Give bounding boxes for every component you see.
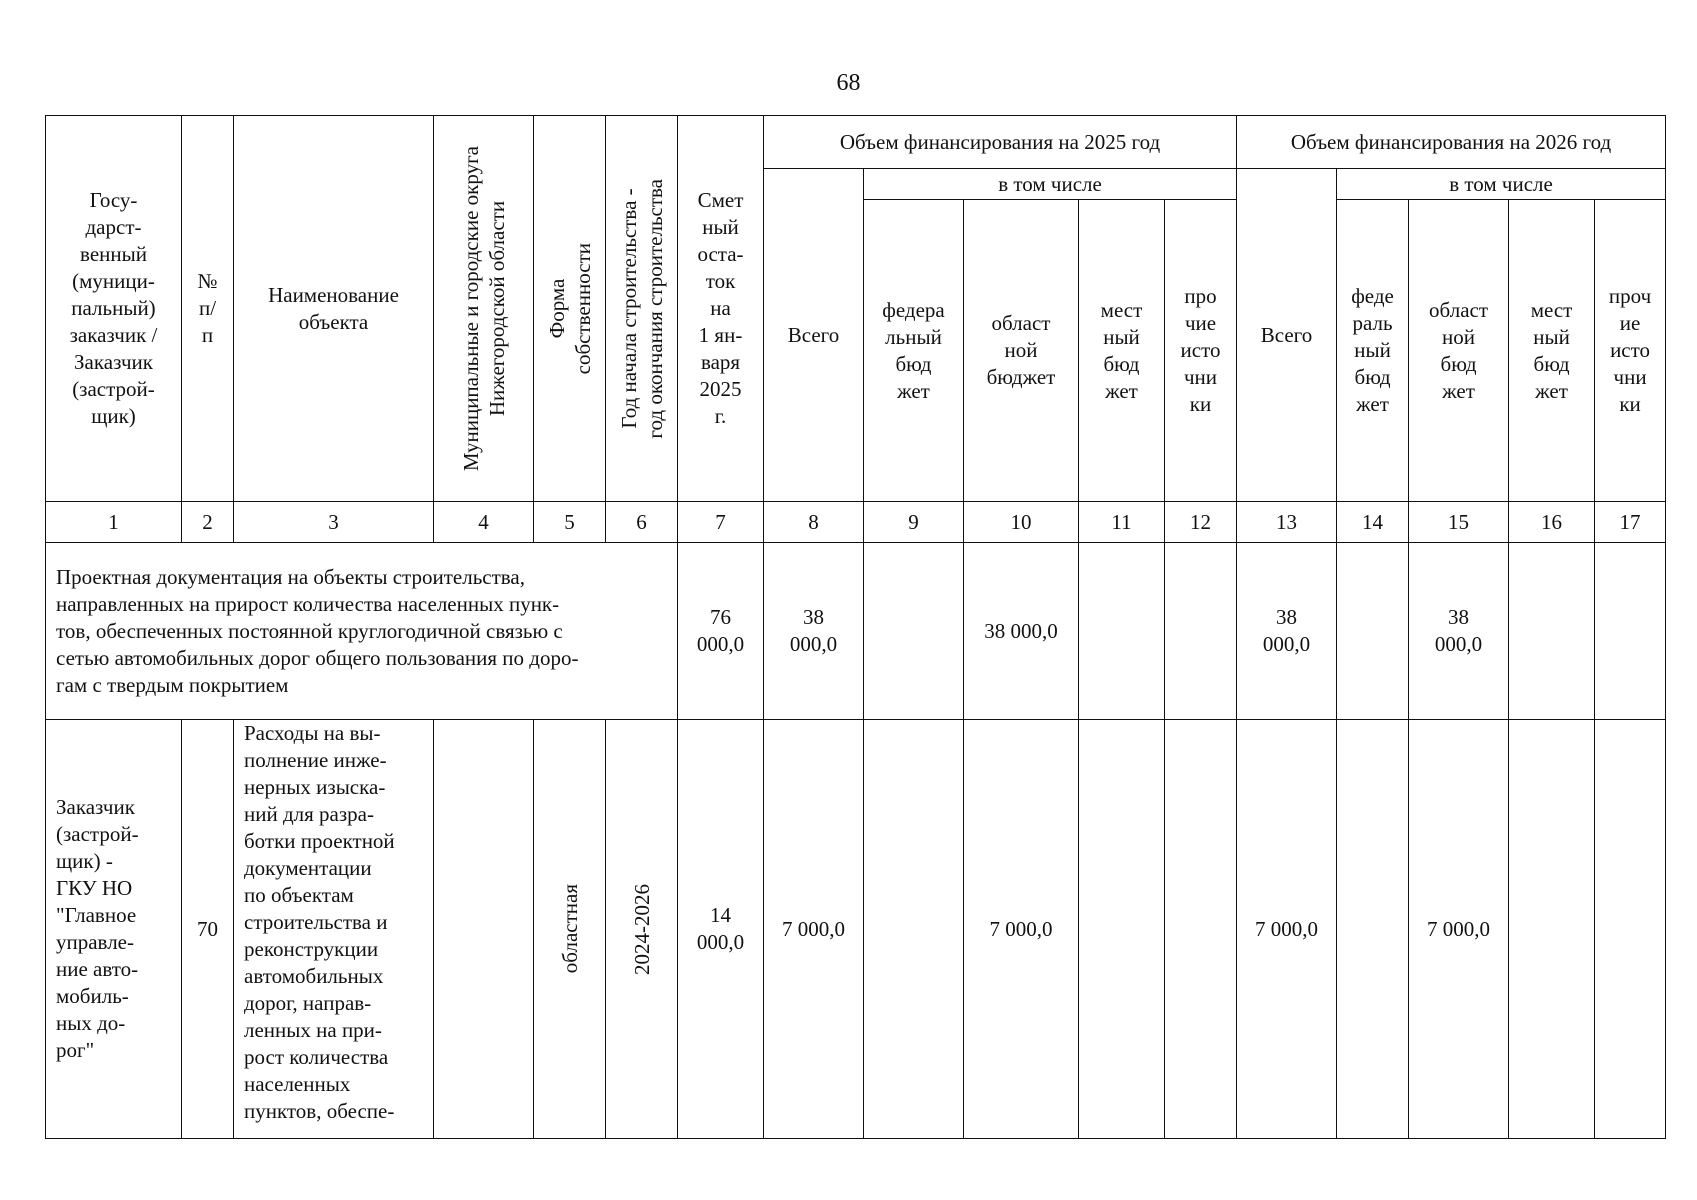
column-number: 4	[434, 502, 534, 543]
header-federal-2025: федера льный бюд жет	[864, 200, 964, 502]
column-number: 17	[1595, 502, 1666, 543]
item-regional-2025: 7 000,0	[964, 720, 1079, 1139]
column-number: 6	[606, 502, 678, 543]
financing-table	[45, 115, 1666, 1139]
section-regional-2026: 38 000,0	[1409, 543, 1509, 720]
section-total-2026: 38 000,0	[1237, 543, 1337, 720]
item-federal-2025	[864, 720, 964, 1139]
section-other-2025	[1165, 543, 1237, 720]
item-other-2026	[1595, 720, 1666, 1139]
item-ownership	[534, 720, 606, 1139]
header-years-text: Год начала строительства - год окончания строительства	[616, 178, 667, 439]
header-ownership-text: Форма собственности	[544, 242, 595, 375]
column-number: 13	[1237, 502, 1337, 543]
column-number-row	[46, 502, 1666, 543]
section-row	[46, 543, 1666, 720]
item-federal-2026	[1337, 720, 1409, 1139]
section-total-2025: 38 000,0	[764, 543, 864, 720]
header-total-2025: Всего	[764, 169, 864, 502]
item-object-name: Расходы на вы- полнение инже- нерных изыска- ний для разра- ботки проектной документации по объектам строительства и реконструкции автомобильных дорог, направ- ленных на при- рост количества населенных пунктов, обеспе-	[234, 720, 434, 1139]
section-federal-2026	[1337, 543, 1409, 720]
item-districts	[434, 720, 534, 1139]
column-number: 15	[1409, 502, 1509, 543]
item-total-2026: 7 000,0	[1237, 720, 1337, 1139]
table-row	[46, 720, 1666, 1139]
header-including-2025: в том числе	[864, 169, 1237, 200]
section-other-2026	[1595, 543, 1666, 720]
header-regional-2026: област ной бюд жет	[1409, 200, 1509, 502]
column-number: 10	[964, 502, 1079, 543]
header-financing-2025: Объем финансирования на 2025 год	[764, 116, 1237, 169]
item-customer: Заказчик (застрой- щик) - ГКУ НО "Главное управле- ние авто- мобиль- ных до- рог"	[46, 720, 182, 1139]
section-regional-2025: 38 000,0	[964, 543, 1079, 720]
item-other-2025	[1165, 720, 1237, 1139]
section-federal-2025	[864, 543, 964, 720]
header-years	[606, 116, 678, 502]
header-customer: Госу- дарст- венный (муници- пальный) заказчик / Заказчик (застрой- щик)	[46, 116, 182, 502]
header-districts-text: Муниципальные и городские округа Нижегородской области	[458, 145, 509, 472]
item-ownership-text: областная	[557, 884, 582, 974]
column-number: 14	[1337, 502, 1409, 543]
header-financing-2026: Объем финансирования на 2026 год	[1237, 116, 1666, 169]
item-total-2025: 7 000,0	[764, 720, 864, 1139]
column-number: 7	[678, 502, 764, 543]
item-local-2026	[1509, 720, 1595, 1139]
section-local-2026	[1509, 543, 1595, 720]
header-regional-2025: област ной бюджет	[964, 200, 1079, 502]
item-local-2025	[1079, 720, 1165, 1139]
column-number: 1	[46, 502, 182, 543]
item-years-text: 2024-2026	[629, 883, 654, 975]
section-local-2025	[1079, 543, 1165, 720]
column-number: 12	[1165, 502, 1237, 543]
header-including-2026: в том числе	[1337, 169, 1666, 200]
header-object-name: Наименование объекта	[234, 116, 434, 502]
column-number: 5	[534, 502, 606, 543]
column-number: 8	[764, 502, 864, 543]
column-number: 2	[182, 502, 234, 543]
header-other-2025: про чие исто чни ки	[1165, 200, 1237, 502]
item-number: 70	[182, 720, 234, 1139]
header-row-1	[46, 116, 1666, 169]
section-title: Проектная документация на объекты строительства, направленных на прирост количества населенных пунк- тов, обеспеченных постоянной круглогодичной связью с сетью автомобильных дорог общего пользования по доро- гам с твердым покрытием	[46, 543, 678, 720]
header-remaining: Смет ный оста- ток на 1 ян- варя 2025 г.	[678, 116, 764, 502]
header-total-2026: Всего	[1237, 169, 1337, 502]
item-regional-2026: 7 000,0	[1409, 720, 1509, 1139]
section-remaining: 76 000,0	[678, 543, 764, 720]
column-number: 3	[234, 502, 434, 543]
item-remaining: 14 000,0	[678, 720, 764, 1139]
header-other-2026: проч ие исто чни ки	[1595, 200, 1666, 502]
header-federal-2026: феде раль ный бюд жет	[1337, 200, 1409, 502]
item-years	[606, 720, 678, 1139]
header-ownership	[534, 116, 606, 502]
column-number: 16	[1509, 502, 1595, 543]
column-number: 9	[864, 502, 964, 543]
column-number: 11	[1079, 502, 1165, 543]
header-number: № п/ п	[182, 116, 234, 502]
header-districts	[434, 116, 534, 502]
header-local-2025: мест ный бюд жет	[1079, 200, 1165, 502]
page-number: 68	[836, 70, 861, 96]
header-local-2026: мест ный бюд жет	[1509, 200, 1595, 502]
